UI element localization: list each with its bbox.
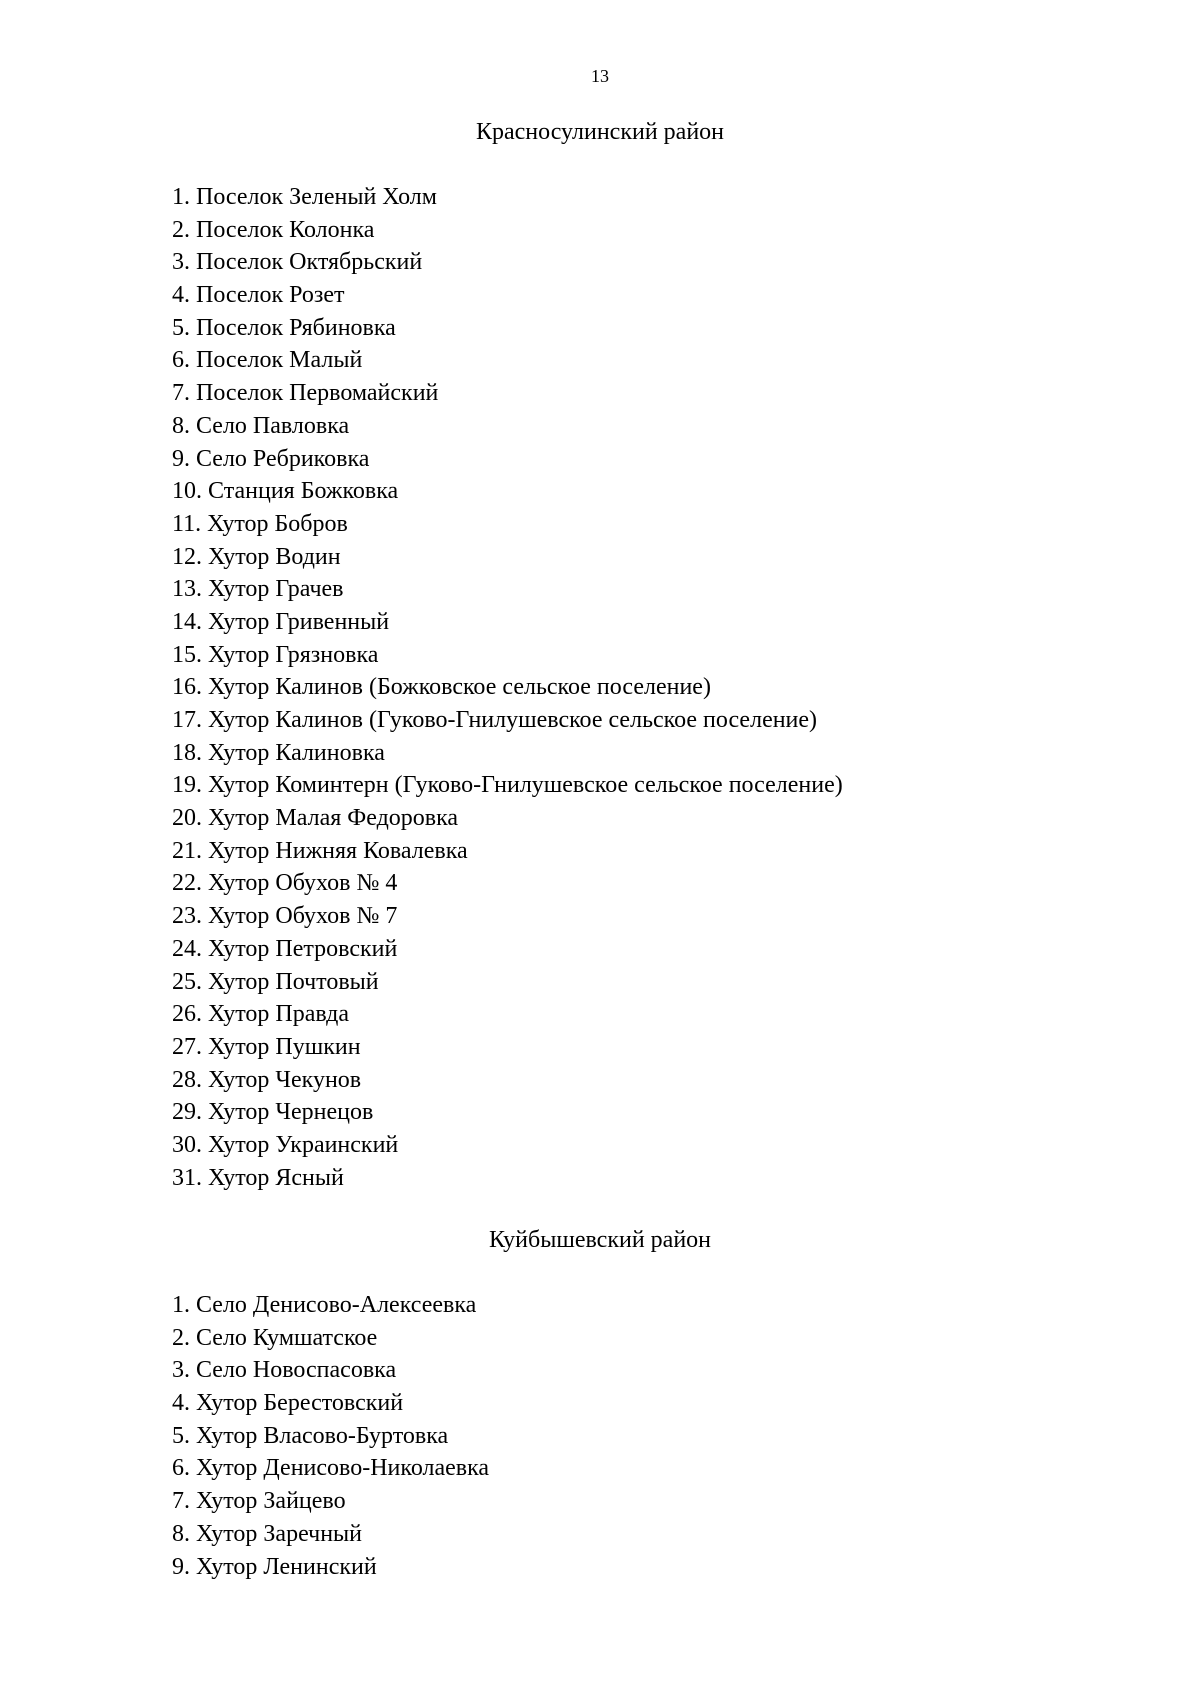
list-item: 11. Хутор Бобров — [172, 510, 348, 537]
list-item: 30. Хутор Украинский — [172, 1131, 399, 1158]
list-item: 26. Хутор Правда — [172, 1001, 349, 1028]
list-item: 6. Поселок Малый — [172, 347, 363, 374]
list-item: 12. Хутор Водин — [172, 543, 341, 570]
list-item: 20. Хутор Малая Федоровка — [172, 805, 459, 832]
list-item: 25. Хутор Почтовый — [172, 968, 379, 995]
list-item: 2. Село Кумшатское — [172, 1324, 378, 1351]
list-item: 9. Село Ребриковка — [172, 445, 370, 472]
list-item: 23. Хутор Обухов № 7 — [172, 903, 398, 930]
list-item: 9. Хутор Ленинский — [172, 1553, 377, 1580]
list-item: 6. Хутор Денисово-Николаевка — [172, 1455, 490, 1482]
section-title-krasnosulinsky: Красносулинский район — [475, 119, 725, 145]
list-item: 10. Станция Божковка — [172, 478, 399, 505]
list-item: 7. Поселок Первомайский — [172, 380, 439, 407]
section-title-kuibyshevsky: Куйбышевский район — [488, 1227, 712, 1253]
list-item: 16. Хутор Калинов (Божковское сельское поселение) — [172, 674, 711, 701]
list-item: 4. Хутор Берестовский — [172, 1390, 404, 1417]
list-item: 28. Хутор Чекунов — [172, 1066, 362, 1093]
list-item: 3. Село Новоспасовка — [172, 1357, 397, 1384]
list-item: 19. Хутор Коминтерн (Гуково-Гнилушевское сельское поселение) — [172, 772, 843, 799]
list-item: 18. Хутор Калиновка — [172, 739, 385, 766]
settlement-list-krasnosulinsky — [172, 181, 843, 1194]
list-item: 14. Хутор Гривенный — [172, 608, 390, 635]
list-item: 5. Хутор Власово-Буртовка — [172, 1422, 449, 1449]
list-item: 21. Хутор Нижняя Ковалевка — [172, 837, 468, 864]
list-item: 4. Поселок Розет — [172, 282, 345, 309]
settlement-list-kuibyshevsky — [172, 1289, 489, 1583]
list-item: 22. Хутор Обухов № 4 — [172, 870, 398, 897]
list-item: 2. Поселок Колонка — [172, 216, 375, 243]
list-item: 17. Хутор Калинов (Гуково-Гнилушевское сельское поселение) — [172, 707, 818, 733]
list-item: 29. Хутор Чернецов — [172, 1099, 374, 1126]
list-item: 8. Хутор Заречный — [172, 1520, 363, 1547]
list-item: 27. Хутор Пушкин — [172, 1033, 361, 1060]
list-item: 8. Село Павловка — [172, 412, 350, 439]
page-number: 13 — [591, 66, 609, 86]
list-item: 31. Хутор Ясный — [172, 1164, 344, 1191]
list-item: 7. Хутор Зайцево — [172, 1488, 346, 1515]
list-item: 1. Поселок Зеленый Холм — [172, 184, 437, 210]
list-item: 3. Поселок Октябрьский — [172, 249, 423, 276]
list-item: 1. Село Денисово-Алексеевка — [172, 1292, 477, 1318]
list-item: 5. Поселок Рябиновка — [172, 314, 396, 341]
list-item: 15. Хутор Грязновка — [172, 641, 379, 668]
list-item: 13. Хутор Грачев — [172, 576, 344, 603]
list-item: 24. Хутор Петровский — [172, 935, 398, 962]
